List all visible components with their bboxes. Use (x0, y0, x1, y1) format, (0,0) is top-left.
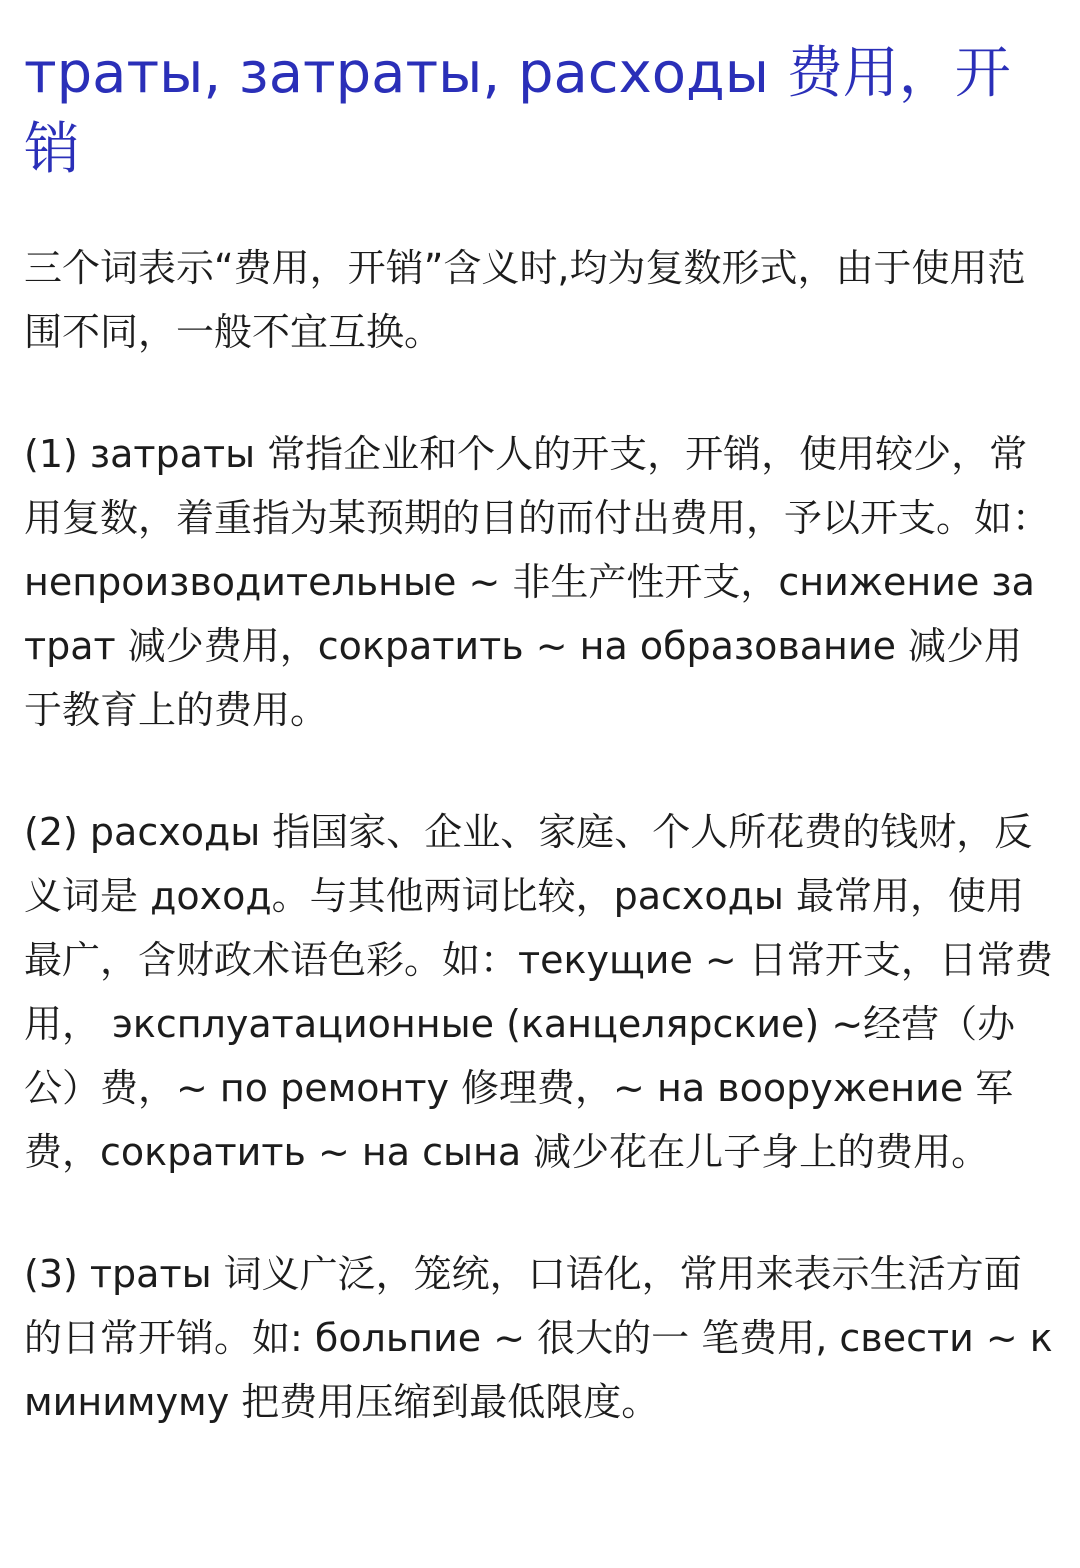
usage-item-traty: (3) траты 词义广泛，笼统，口语化，常用来表示生活方面的日常开销。如: больпие ~ 很大的一 笔费用, свести ~ к минимуму 把费用压缩到最低限度。 (24, 1252, 1053, 1424)
intro-paragraph: 三个词表示“费用，开销”含义时,均为复数形式，由于使用范围不同，一般不宜互换。 (24, 246, 1026, 354)
article-title: траты, затраты, расходы 费用，开销 (24, 41, 1011, 182)
usage-item-raskhody: (2) расходы 指国家、企业、家庭、个人所花费的钱财，反义词是 доход。与其他两词比较，расходы 最常用，使用最广，含财政术语色彩。如：текущие ~ 日常开支，日常费用， эксплуатационные (канцелярские) ~经营（办公）费，~ по ремонту 修理费，~ на вооружение 军费，сократить ~ на сына 减少花在儿子身上的费用。 (24, 810, 1053, 1174)
usage-item-zatraty: (1) затраты 常指企业和个人的开支，开销，使用较少，常用复数，着重指为某预期的目的而付出费用，予以开支。如：непроизводительные ~ 非生产性开支，снижение затрат 减少费用，сократить ~ на образование 减少用于教育上的费用。 (24, 432, 1051, 732)
